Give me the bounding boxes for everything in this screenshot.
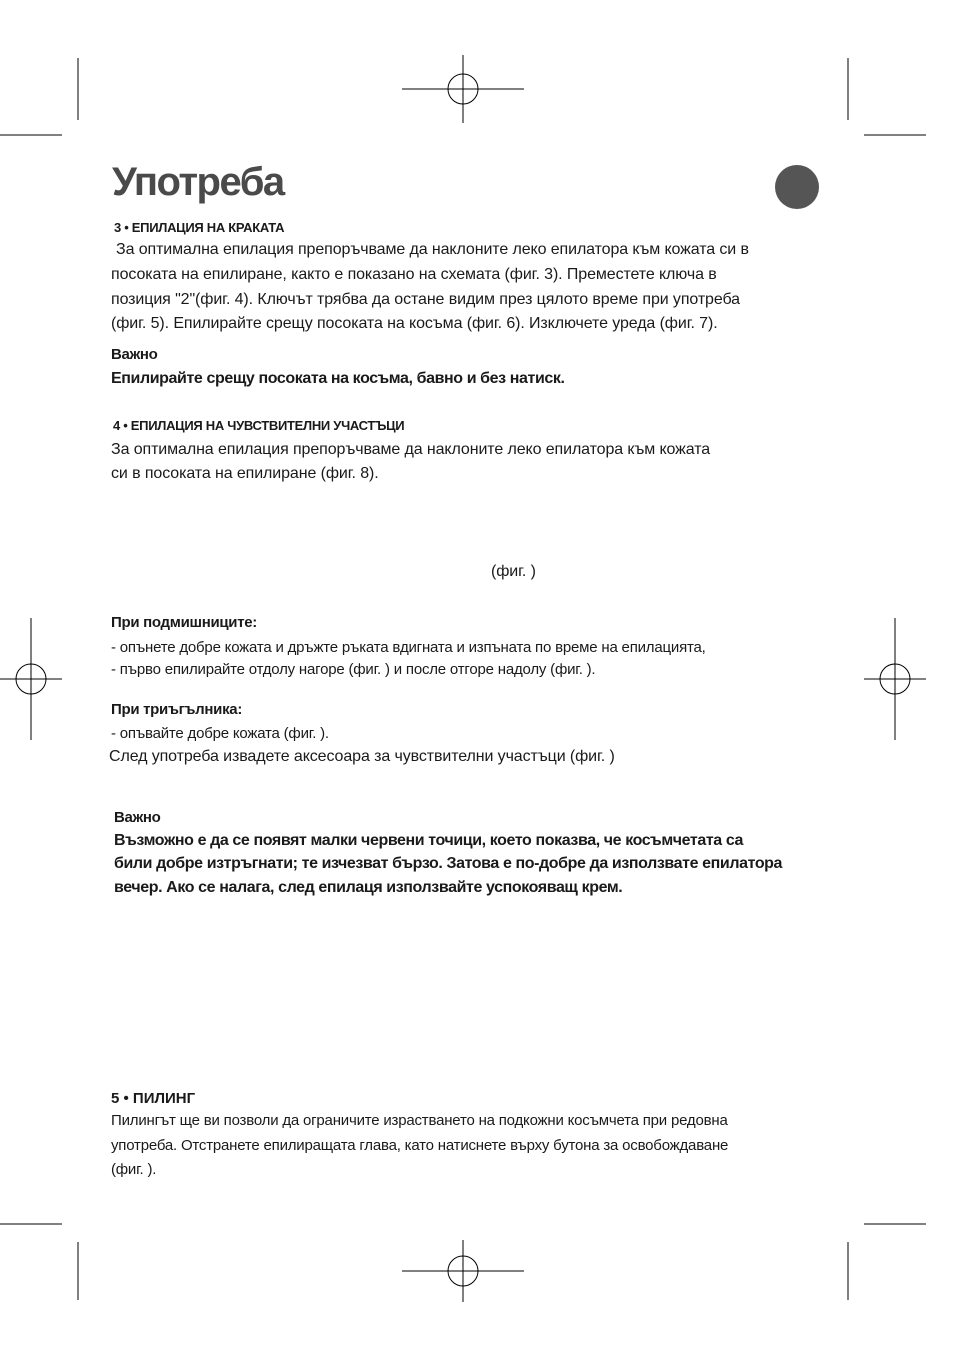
section-3-line: посоката на епилиране, както е показано на схемата (фиг. 3). Преместете ключа в [111,266,717,283]
section-5-line: (фиг. ). [111,1161,157,1178]
section-4-important-line: вечер. Ако се налага, след епилаця използвайте успокояващ крем. [114,879,623,896]
armpits-line: - първо епилирайте отдолу нагоре (фиг. ) и после отгоре надолу (фиг. ). [111,661,596,678]
section-3-line: За оптимална епилация препоръчваме да наклоните леко епилатора към кожата си в [116,241,749,258]
section-3-heading: 3 • ЕПИЛАЦИЯ НА КРАКАТА [114,220,285,235]
section-4-important-line: били добре изтръгнати; те изчезват бързо. Затова е по-добре да използвате епилатора [114,855,783,872]
section-4-important-label: Важно [114,809,161,826]
section-5-line: Пилингът ще ви позволи да ограничите израстването на подкожни косъмчета при редовна [111,1112,728,1129]
section-5-heading: 5 • ПИЛИНГ [111,1090,196,1107]
section-4-important-line: Възможно е да се появят малки червени точици, което показва, че косъмчетата са [114,832,744,849]
figure-reference: (фиг. ) [491,563,536,580]
language-marker-dot [775,165,819,209]
section-3-important-label: Важно [111,346,158,363]
section-4-line: За оптимална епилация препоръчваме да наклоните леко епилатора към кожата [111,441,711,458]
bikini-label: При триъгълника: [111,701,243,718]
section-3-line: (фиг. 5). Епилирайте срещу посоката на косъма (фиг. 6). Изключете уреда (фиг. 7). [111,315,718,332]
after-use-line: След употреба извадете аксесоара за чувствителни участъци (фиг. ) [109,748,615,765]
section-3-important-text: Епилирайте срещу посоката на косъма, бавно и без натиск. [111,370,565,387]
page-title: Употреба [112,160,284,204]
section-4-line: си в посоката на епилиране (фиг. 8). [111,465,379,482]
section-4-heading: 4 • ЕПИЛАЦИЯ НА ЧУВСТВИТЕЛНИ УЧАСТЪЦИ [113,418,405,433]
section-3-line: позиция "2"(фиг. 4). Ключът трябва да остане видим през цялото време при употреба [111,291,740,308]
armpits-line: - опънете добре кожата и дръжте ръката вдигната и изпъната по време на епилацията, [111,639,706,656]
bikini-line: - опъвайте добре кожата (фиг. ). [111,725,329,742]
section-5-line: употреба. Отстранете епилиращата глава, като натиснете върху бутона за освобождаване [111,1137,729,1154]
armpits-label: При подмишниците: [111,614,258,631]
